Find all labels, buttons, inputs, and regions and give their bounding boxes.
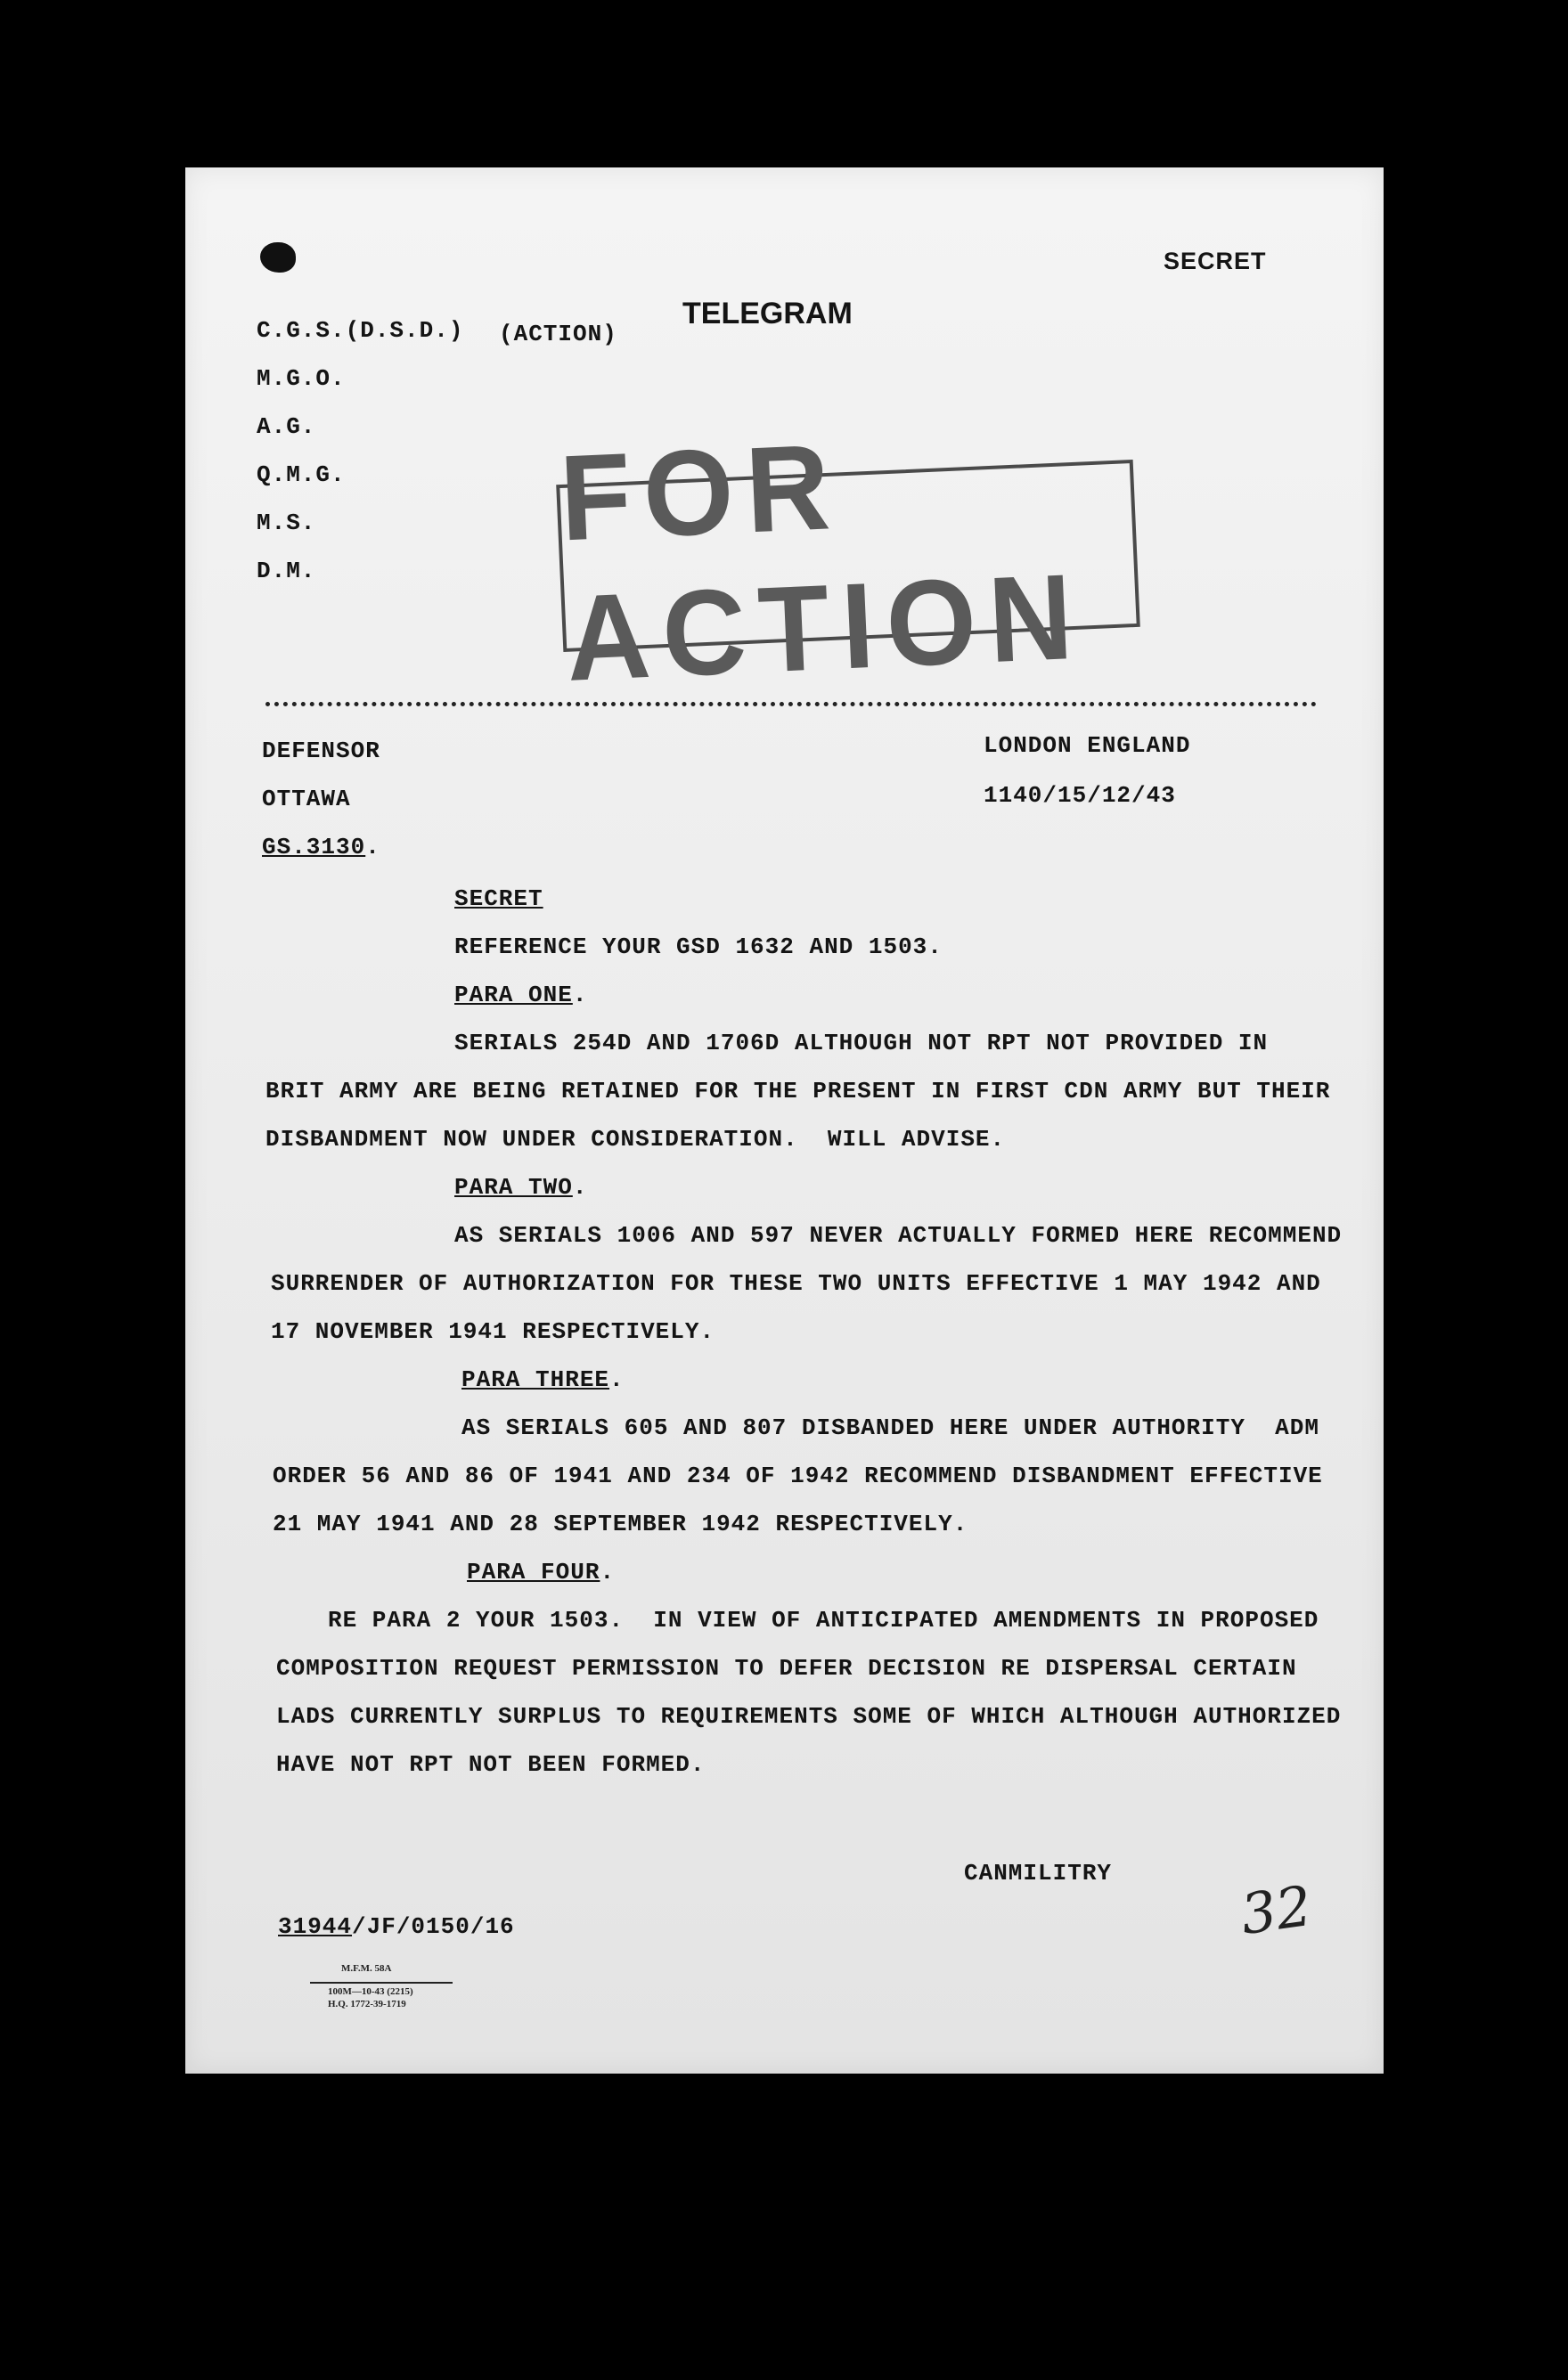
para-three-heading-line (461, 1366, 625, 1393)
para-three-line: 21 MAY 1941 AND 28 SEPTEMBER 1942 RESPECTIVELY. (273, 1511, 968, 1537)
handwritten-page-number: 32 (1237, 1872, 1316, 1948)
para-one-heading-line (454, 982, 587, 1008)
for-action-stamp (556, 417, 1140, 707)
classification-label: SECRET (1164, 248, 1267, 274)
para-four-heading: PARA FOUR (467, 1559, 600, 1585)
file-reference-suffix: /JF/0150/16 (352, 1913, 515, 1940)
para-three-line: AS SERIALS 605 AND 807 DISBANDED HERE UNDER AUTHORITY ADM (461, 1414, 1319, 1441)
file-reference-number: 31944 (278, 1913, 353, 1940)
para-two-line: AS SERIALS 1006 AND 597 NEVER ACTUALLY FORMED HERE RECOMMEND (454, 1222, 1343, 1249)
message-reference (262, 834, 380, 860)
distribution-item: M.S. (257, 509, 316, 536)
telegram-page (185, 167, 1384, 2074)
reference-line: REFERENCE YOUR GSD 1632 AND 1503. (454, 933, 943, 960)
document-title: TELEGRAM (682, 297, 853, 330)
dotted-divider (265, 702, 1317, 706)
para-four-line: RE PARA 2 YOUR 1503. IN VIEW OF ANTICIPATED AMENDMENTS IN PROPOSED (328, 1607, 1319, 1634)
para-one-line: SERIALS 254D AND 1706D ALTHOUGH NOT RPT NOT PROVIDED IN (454, 1030, 1269, 1056)
para-two-heading: PARA TWO (454, 1174, 573, 1201)
para-four-line: HAVE NOT RPT NOT BEEN FORMED. (276, 1751, 706, 1778)
para-one-period: . (572, 982, 588, 1008)
recipient-line-1: DEFENSOR (262, 738, 380, 764)
para-two-line: 17 NOVEMBER 1941 RESPECTIVELY. (271, 1318, 715, 1345)
para-four-period: . (600, 1559, 616, 1585)
file-reference (278, 1913, 515, 1940)
stamp-text: FOR ACTION (557, 417, 1088, 707)
para-four-heading-line (467, 1559, 615, 1585)
distribution-item: D.M. (257, 558, 316, 584)
recipient-line-2: OTTAWA (262, 786, 351, 812)
distribution-item: M.G.O. (257, 365, 346, 392)
action-tag: (ACTION) (499, 321, 617, 347)
form-hq-line: H.Q. 1772-39-1719 (328, 1999, 406, 2009)
message-reference-number: GS.3130 (262, 834, 366, 860)
para-two-period: . (572, 1174, 588, 1201)
signature-block: CANMILITRY (964, 1860, 1113, 1887)
para-two-line: SURRENDER OF AUTHORIZATION FOR THESE TWO UNITS EFFECTIVE 1 MAY 1942 AND (271, 1270, 1321, 1297)
form-print-line: 100M—10-43 (2215) (328, 1986, 413, 1997)
para-three-period: . (609, 1366, 625, 1393)
distribution-item: Q.M.G. (257, 461, 346, 488)
para-three-line: ORDER 56 AND 86 OF 1941 AND 234 OF 1942 RECOMMEND DISBANDMENT EFFECTIVE (273, 1463, 1323, 1489)
origin-place: LONDON ENGLAND (984, 732, 1191, 759)
para-three-heading: PARA THREE (461, 1366, 610, 1393)
form-rule (310, 1979, 453, 1986)
punch-hole-mark (260, 242, 296, 273)
origin-datetime: 1140/15/12/43 (984, 782, 1176, 809)
para-one-line: BRIT ARMY ARE BEING RETAINED FOR THE PRESENT IN FIRST CDN ARMY BUT THEIR (265, 1078, 1331, 1104)
para-four-line: LADS CURRENTLY SURPLUS TO REQUIREMENTS SOME OF WHICH ALTHOUGH AUTHORIZED (276, 1703, 1342, 1730)
para-two-heading-line (454, 1174, 587, 1201)
para-four-line: COMPOSITION REQUEST PERMISSION TO DEFER DECISION RE DISPERSAL CERTAIN (276, 1655, 1297, 1682)
body-secret-heading: SECRET (454, 885, 543, 912)
distribution-item: A.G. (257, 413, 316, 440)
para-one-heading: PARA ONE (454, 982, 573, 1008)
para-one-line: DISBANDMENT NOW UNDER CONSIDERATION. WILL ADVISE. (265, 1126, 1006, 1153)
message-reference-period: . (365, 834, 380, 860)
form-identifier: M.F.M. 58A (341, 1963, 392, 1974)
distribution-item: C.G.S.(D.S.D.) (257, 317, 464, 344)
